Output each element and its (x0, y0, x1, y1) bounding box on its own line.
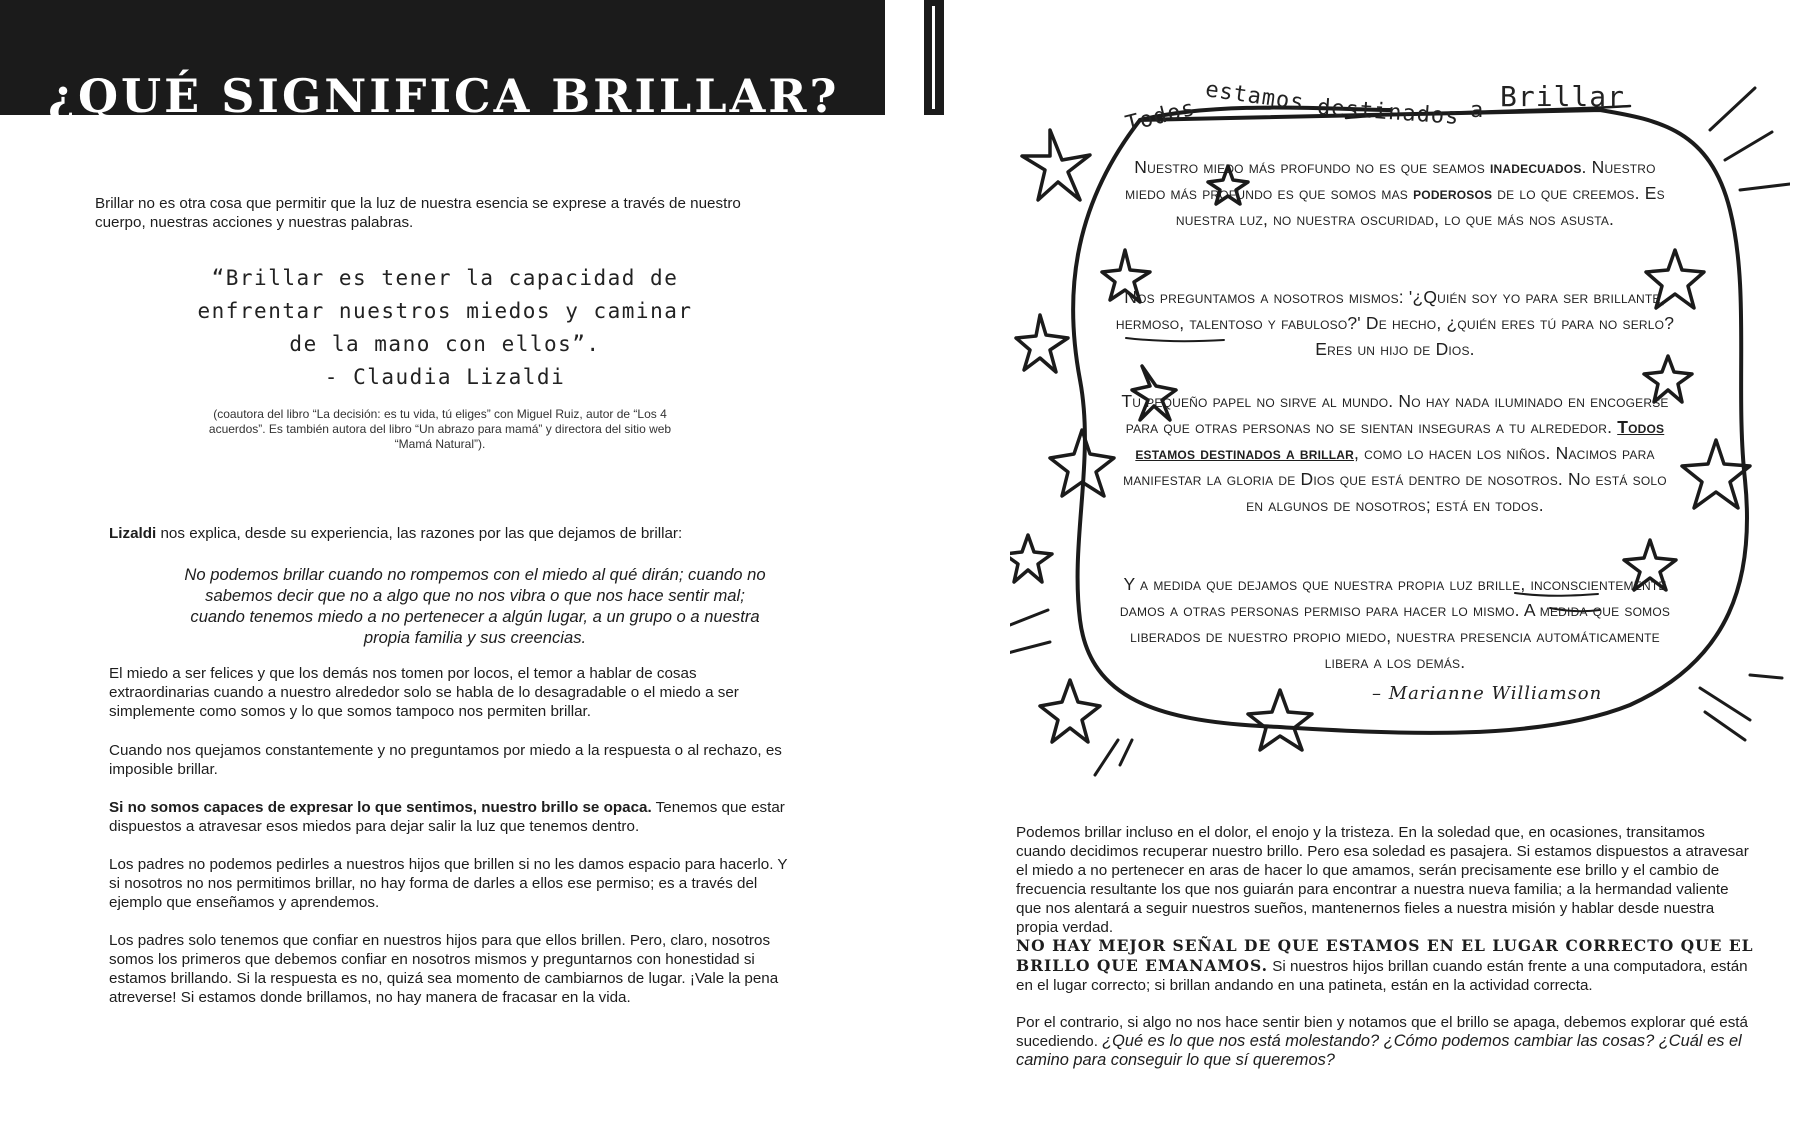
signal-heading: NO HAY MEJOR SEÑAL DE QUE ESTAMOS EN EL LUGAR CORRECTO QUE EL BRILLO QUE EMANAMOS. (1016, 936, 1754, 975)
star-icon (1682, 440, 1750, 508)
box-title-word: Brillar (1500, 80, 1626, 113)
quote-author: - Claudia Lizaldi (324, 365, 566, 389)
star-icon (1010, 535, 1052, 582)
box-paragraph-role (1115, 388, 1675, 518)
star-icon (1022, 130, 1090, 200)
page-title: ¿QUÉ SIGNIFICA BRILLAR? (48, 69, 840, 123)
paragraph-express (109, 798, 791, 836)
box-bold-word: inadecuados (1489, 157, 1582, 177)
header-notch (932, 6, 935, 109)
box-title-word: Todos (1123, 95, 1199, 138)
quote-line: “Brillar es tener la capacidad de (211, 266, 679, 290)
lizaldi-italic-quote: No podemos brillar cuando no rompemos con el miedo al qué dirán; cuando no sabemos decir que no a algo que no nos vibra o que nos hace sentir mal; cuando tenemos miedo a no pertenecer a algún lugar, a un grupo o a nuestra propia familia y sus creencias. (184, 565, 766, 647)
signal-text: Si nuestros hijos brillan cuando están frente a una computadora, están en el lugar correcto; si brillan andando en una patineta, están en la actividad correcta. (1016, 958, 1748, 994)
star-icon (1016, 315, 1068, 372)
paragraph-fear: El miedo a ser felices y que los demás nos tomen por locos, el temor a hablar de cosas extraordinarias cuando a nuestro alrededor solo se habla de lo desagradable o el miedo a ser simplemente como somos y lo que somos tampoco nos permiten brillar. (109, 665, 739, 720)
box-text: . Nuestro miedo más profundo es que somos mas (1125, 157, 1656, 203)
box-text: de lo que creemos. Es nuestra luz, no nuestra oscuridad, lo que más nos asusta. (1175, 183, 1665, 229)
quote-note: (coautora del libro “La decisión: es tu vida, tú eliges” con Miguel Ruiz, autor de “Los 4 acuerdos”. Es también autora del libro “Un abrazo para mamá” y directora del sitio web “Mamá Natural”). (208, 407, 672, 451)
lizaldi-intro (109, 524, 789, 543)
box-bold-word: poderosos (1413, 183, 1493, 203)
paragraph-express-text: Tenemos que estar dispuestos a atravesar esos miedos para dejar salir la luz que tenemos dentro. (109, 799, 785, 835)
box-title-word: a (1470, 98, 1485, 123)
box-text: Tu pequeño papel no sirve al mundo. No hay nada iluminado en encogerse para que otras personas no se sientan inseguras a tu alrededor. (1121, 391, 1669, 437)
paragraph-parents-space: Los padres no podemos pedirles a nuestros hijos que brillen si no les damos espacio para hacerlo. Y si nosotros no nos permitimos brillar, no hay forma de darles a ellos ese permiso; es a través del ejemplo que enseñamos y aprendemos. (109, 856, 788, 911)
intro-paragraph: Brillar no es otra cosa que permitir que la luz de nuestra esencia se exprese a través de nuestro cuerpo, nuestras acciones y nuestras palabras. (95, 195, 741, 231)
paragraph-contrary (1016, 1013, 1756, 1070)
contrary-text: Por el contrario, si algo no nos hace sentir bien y notamos que el brillo se apaga, debemos explorar qué está sucediendo. (1016, 1014, 1748, 1050)
lizaldi-intro-text: nos explica, desde su experiencia, las razones por las que dejamos de brillar: (156, 525, 683, 542)
paragraph-pain: Podemos brillar incluso en el dolor, el enojo y la tristeza. En la soledad que, en ocasiones, transitamos cuando decidimos recuperar nuestro brillo. Pero esa soledad es pasajera. Si estamos dispuestos a atravesar el miedo a no pertenecer en aras de hacer lo que amamos, serán precisamente ese brillo y el cambio de frecuencia resultante los que nos guiarán para encontrar a nuestra nueva familia; a la hermandad valiente que nos alentará a seguir nuestros sueños, mantenernos fieles a nuestra misión y hablar desde nuestra propia verdad. (1016, 824, 1749, 936)
box-text: Nuestro miedo más profundo no es que seamos (1134, 157, 1490, 177)
paragraph-parents-trust: Los padres solo tenemos que confiar en nuestros hijos para que ellos brillen. Pero, claro, nosotros somos los primeros que debemos confiar en nosotros mismos y preguntarnos con honestidad si estamos brillando. Si la respuesta es no, quizá sea momento de cambiarnos de lugar. ¡Vale la pena atreverse! Si estamos donde brillamos, no hay manera de fracasar en la vida. (109, 932, 779, 1006)
box-paragraph-who: Nos preguntamos a nosotros mismos: '¿Quién soy yo para ser brillante, hermoso, talentoso y fabuloso?' De hecho, ¿quién eres tú para no serlo? Eres un hijo de Dios. (1115, 287, 1675, 359)
star-icon (1040, 680, 1100, 742)
star-icon (1248, 690, 1312, 750)
contrary-questions: ¿Qué es lo que nos está molestando? ¿Cómo podemos cambiar las cosas? ¿Cuál es el camino para conseguir lo que sí queremos? (1016, 1032, 1742, 1069)
quote-line: enfrentar nuestros miedos y caminar (197, 299, 693, 323)
paragraph-express-bold: Si no somos capaces de expresar lo que sentimos, nuestro brillo se opaca. (109, 799, 652, 816)
paragraph-signal (1016, 936, 1756, 995)
box-bold-underlined: Todos estamos destinados a brillar (1135, 417, 1665, 463)
box-paragraph-light: Y a medida que dejamos que nuestra propia luz brille, inconscientemente damos a otras personas permiso para hacer lo mismo. A medida que somos liberados de nuestro propio miedo, nuestra presencia automáticamente libera a los demás. (1119, 574, 1671, 672)
quote-line: de la mano con ellos”. (289, 332, 601, 356)
paragraph-complain: Cuando nos quejamos constantemente y no preguntamos por miedo a la respuesta o al rechazo, es imposible brillar. (109, 742, 782, 778)
box-title-word: estamos (1203, 77, 1306, 116)
box-signature: – Marianne Williamson (1372, 683, 1603, 704)
lizaldi-name: Lizaldi (109, 525, 157, 542)
box-text: , como lo hacen los niños. Nacimos para manifestar la gloria de Dios que está dentro de nosotros. No está solo en algunos de nosotros; está en todos. (1123, 443, 1667, 515)
lizaldi-quote-block (180, 262, 710, 394)
box-paragraph-fear (1115, 154, 1675, 232)
box-title (1125, 62, 1645, 142)
box-title-word: destinados (1316, 95, 1461, 130)
